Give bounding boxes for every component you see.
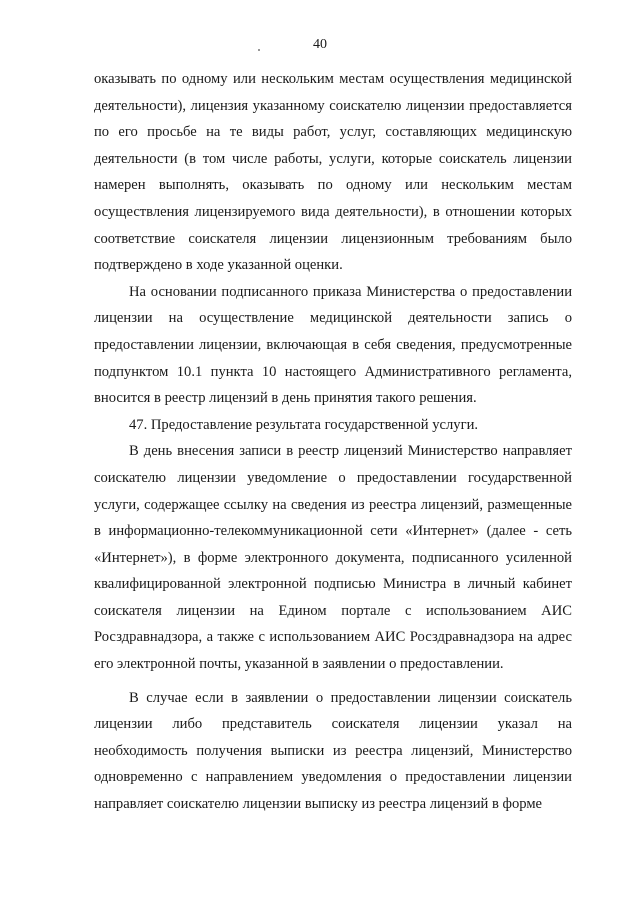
paragraph-notification: В день внесения записи в реестр лицензий Министерство направляет соискателю лицензии уведомление о предоставлении государственной услуги, содержащее ссылку на сведения из реестра лицензий, размещенные в информационно-телекоммуникационной сети «Интернет» (далее - сеть «Интернет»), в форме электронного документа, подписанного усиленной квалифицированной электронной подписью Министра в личный кабинет соискателя лицензии на Едином портале с использованием АИС Росздравнадзора, а также с использованием АИС Росздравнадзора на адрес его электронной почты, указанной в заявлении о предоставлении. xyxy=(94,443,572,673)
paragraph-registry-extract: В случае если в заявлении о предоставлении лицензии соискатель лицензии либо представитель соискателя лицензии указал на необходимость получения выписки из реестра лицензий, Министерство одновременно с направлением уведомления о предоставлении лицензии направляет соискателю лицензии выписку из реестра лицензий в форме xyxy=(94,689,572,813)
paragraph-order-entry: На основании подписанного приказа Министерства о предоставлении лицензии на осуществление медицинской деятельности запись о предоставлении лицензии, включающая в себя сведения, предусмотренные подпунктом 10.1 пункта 10 настоящего Административного регламента, вносится в реестр лицензий в день принятия такого решения. xyxy=(94,283,572,407)
document-body xyxy=(94,66,572,818)
section-heading-47: 47. Предоставление результата государственной услуги. xyxy=(129,416,479,433)
page-number: 40 xyxy=(313,37,327,52)
paragraph-continuation: оказывать по одному или нескольким местам осуществления медицинской деятельности), лицензия указанному соискателю лицензии предоставляется по его просьбе на те виды работ, услуг, составляющих медицинскую деятельности (в том числе работы, услуги, которые соискатель лицензии намерен выполнять, оказывать по одному или нескольким местам осуществления лицензируемого вида деятельности), в отношении которых соответствие соискателя лицензии лицензионным требованиям было подтверждено в ходе указанной оценки. xyxy=(94,71,572,274)
scan-speck xyxy=(258,49,260,51)
